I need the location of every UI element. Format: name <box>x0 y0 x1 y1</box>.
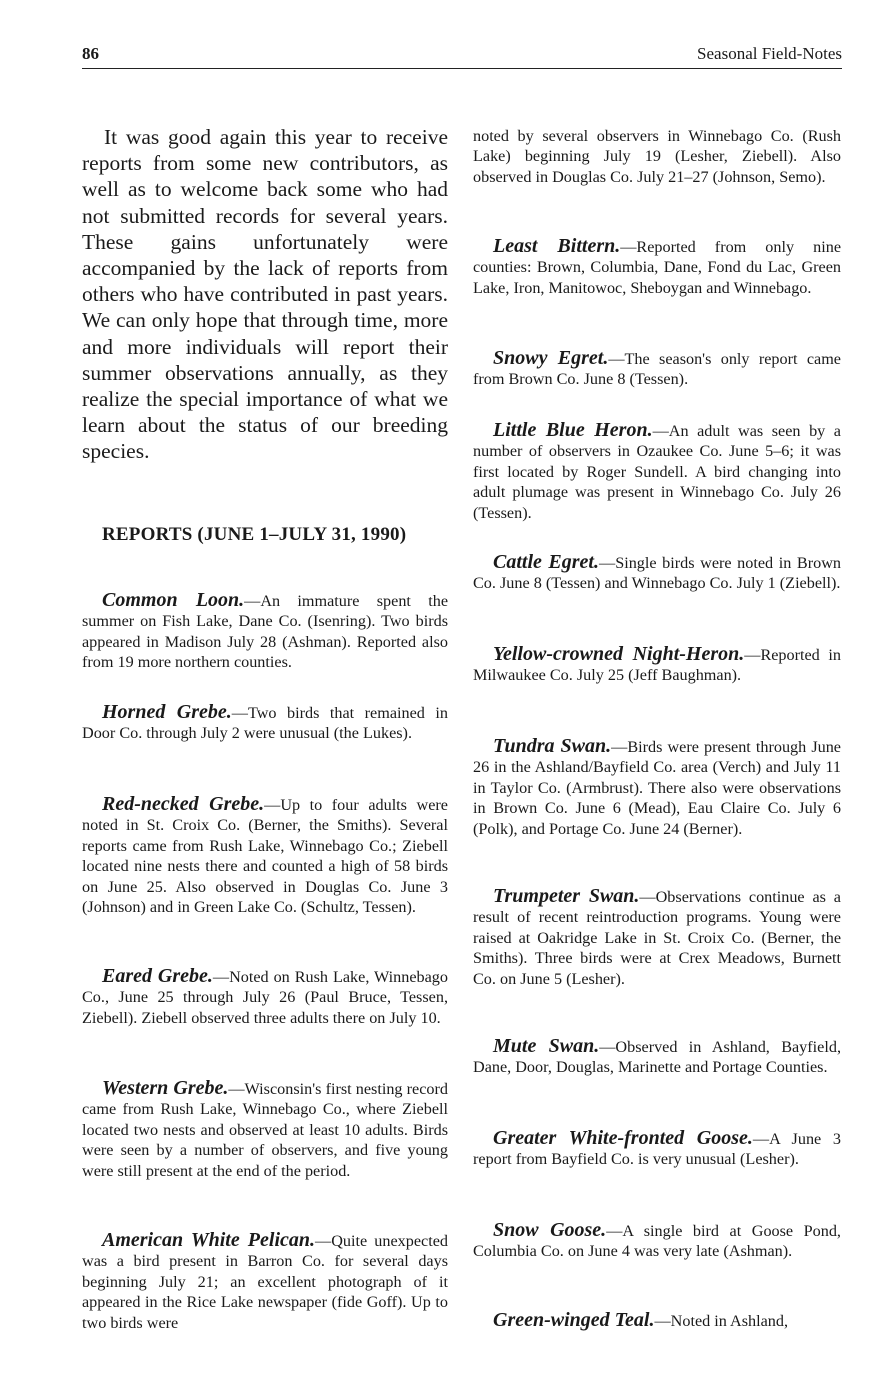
entry-tundra-swan <box>473 736 841 839</box>
running-title: Seasonal Field-Notes <box>697 44 842 63</box>
entry-snowy-egret <box>473 348 841 390</box>
entry-cattle-egret <box>473 552 841 594</box>
species-name: Eared Grebe. <box>102 965 213 987</box>
entry-text: —Two birds that remained in Door Co. through July 2 were unusual (the Lukes). <box>82 704 448 743</box>
entry-eared-grebe <box>82 966 448 1028</box>
species-name: Green-winged Teal. <box>493 1309 655 1331</box>
entry-text: —An adult was seen by a number of observers in Ozaukee Co. June 5–6; it was first located by Roger Sundell. A bird changing into adult plumage was present in Winnebago Co. July 26 (Tessen). <box>473 422 841 522</box>
entry-text: —Reported in Milwaukee Co. July 25 (Jeff Baughman). <box>473 646 841 685</box>
entry-text: —Birds were present through June 26 in the Ashland/Bayfield Co. area (Verch) and July 11 in Taylor Co. (Armbrust). There also were observations in Brown Co. June 6 (Mead), Eau Claire Co. July 6 (Polk), and Portage Co. June 24 (Berner). <box>473 738 841 838</box>
entry-text: —Noted in Ashland, <box>654 1312 789 1330</box>
page-header <box>82 40 842 69</box>
entry-text: —Single birds were noted in Brown Co. June 8 (Tessen) and Winnebago Co. July 1 (Ziebell). <box>473 554 841 593</box>
entry-american-white-pelican <box>82 1230 448 1333</box>
entry-horned-grebe <box>82 702 448 744</box>
species-name: Western Grebe. <box>102 1077 229 1099</box>
entry-text: —Observations continue as a result of recent reintroduction programs. Young were raised at Oakridge Lake in St. Croix Co. (Berner, the Smiths). Three birds were at Crex Meadows, Burnett Co. on June 5 (Lesher). <box>473 888 841 988</box>
entry-text: —A single bird at Goose Pond, Columbia Co. on June 4 was very late (Ashman). <box>473 1222 841 1261</box>
entry-greater-white-fronted-goose <box>473 1128 841 1170</box>
entry-least-bittern <box>473 236 841 298</box>
entry-red-necked-grebe <box>82 794 448 917</box>
species-name: Horned Grebe. <box>102 701 232 723</box>
species-name: Common Loon. <box>102 589 245 611</box>
species-name: Cattle Egret. <box>493 551 599 573</box>
entry-text: —A June 3 report from Bayfield Co. is very unusual (Lesher). <box>473 1130 841 1169</box>
entry-text: —An immature spent the summer on Fish Lake, Dane Co. (Isenring). Two birds appeared in Madison July 28 (Ashman). Reported also from 19 more northern counties. <box>82 592 448 672</box>
species-name: Greater White-fronted Goose. <box>493 1127 753 1149</box>
entry-mute-swan <box>473 1036 841 1078</box>
entry-little-blue-heron <box>473 420 841 523</box>
entry-text: —The season's only report came from Brown Co. June 8 (Tessen). <box>473 350 841 389</box>
entry-yellow-crowned-night-heron <box>473 644 841 686</box>
entry-text: —Quite unexpected was a bird present in Barron Co. for several days beginning July 21; an excellent photograph of it appeared in the Rice Lake newspaper (fide Goff). Up to two birds were <box>82 1232 448 1332</box>
species-name: American White Pelican. <box>102 1229 316 1251</box>
entry-continuation: noted by several observers in Winnebago Co. (Rush Lake) beginning July 19 (Lesher, Ziebell). Also observed in Douglas Co. July 21–27 (Johnson, Semo). <box>473 127 841 186</box>
species-name: Snowy Egret. <box>493 347 609 369</box>
species-name: Yellow-crowned Night-Heron. <box>493 643 745 665</box>
species-name: Red-necked Grebe. <box>102 793 265 815</box>
entry-trumpeter-swan <box>473 886 841 989</box>
entry-western-grebe <box>82 1078 448 1181</box>
species-name: Trumpeter Swan. <box>493 885 640 907</box>
reports-heading: REPORTS (JUNE 1–JULY 31, 1990) <box>102 524 407 545</box>
entry-text: —Observed in Ashland, Bayfield, Dane, Door, Douglas, Marinette and Portage Counties. <box>473 1038 841 1077</box>
entry-text: —Up to four adults were noted in St. Croix Co. (Berner, the Smiths). Several reports came from Rush Lake, Winnebago Co.; Ziebell located nine nests there and counted a high of 58 birds on June 25. Also observed in Douglas Co. June 3 (Johnson) and in Green Lake Co. (Schultz, Tessen). <box>82 796 448 917</box>
entry-common-loon <box>82 590 448 673</box>
species-name: Tundra Swan. <box>493 735 612 757</box>
entry-text: —Reported from only nine counties: Brown, Columbia, Dane, Fond du Lac, Green Lake, Iron, Manitowoc, Sheboygan and Winnebago. <box>473 238 842 297</box>
species-name: Least Bittern. <box>493 235 621 257</box>
species-name: Little Blue Heron. <box>493 419 653 441</box>
entry-snow-goose <box>473 1220 841 1262</box>
page-number: 86 <box>82 44 99 63</box>
entry-text: —Wisconsin's first nesting record came from Rush Lake, Winnebago Co., where Ziebell located two nests and observed at least 10 adults. Birds were seen by a number of observers, and five young were still present at the end of the period. <box>82 1080 448 1180</box>
species-name: Mute Swan. <box>493 1035 600 1057</box>
entry-green-winged-teal <box>473 1310 841 1331</box>
intro-paragraph: It was good again this year to receive reports from some new contributors, as well as to welcome back some who had not submitted records for several years. These gains unfortunately were accompanied by the lack of reports from others who have contributed in past years. We can only hope that through time, more and more individuals will report their summer observations annually, as they realize the special importance of what we learn about the status of our breeding species. <box>82 125 448 464</box>
species-name: Snow Goose. <box>493 1219 607 1241</box>
entry-text: —Noted on Rush Lake, Winnebago Co., June 25 through July 26 (Paul Bruce, Tessen, Ziebell). Ziebell observed three adults there on July 10. <box>82 968 448 1027</box>
